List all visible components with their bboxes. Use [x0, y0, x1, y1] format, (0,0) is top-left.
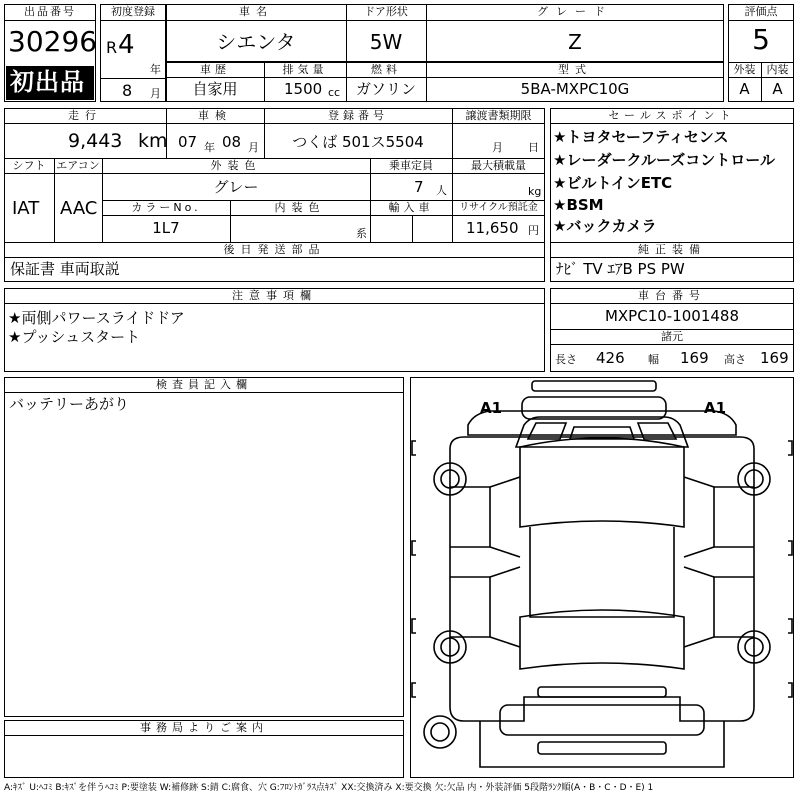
- sales-point-1: ★トヨタセーフティセンス: [553, 128, 729, 146]
- grade-label: グレード: [537, 5, 613, 18]
- exterior-color: グレー: [213, 178, 259, 196]
- chassis-number: MXPC10-1001488: [604, 307, 740, 325]
- transfer-label: 譲渡書類期限: [465, 109, 532, 122]
- fuel-label: 燃料: [371, 63, 401, 76]
- load-label: 最大積載量: [471, 159, 526, 172]
- fuel: ガソリン: [355, 80, 416, 98]
- equipment: ﾅﾋﾞ TV ｴｱB PS PW: [556, 260, 685, 278]
- shift: IAT: [12, 198, 40, 219]
- sales-point-3: ★ビルトインETC: [553, 174, 673, 192]
- load-unit: kg: [528, 185, 542, 198]
- car-name-label: 車名: [239, 5, 273, 18]
- inspector-block: [4, 377, 404, 717]
- transfer-day: 日: [528, 141, 539, 154]
- insp-month: 08: [222, 133, 242, 151]
- capacity: 7: [414, 178, 424, 196]
- transfer-month: 月: [492, 141, 503, 154]
- model-label: 型式: [558, 63, 592, 76]
- car-diagram: [410, 377, 794, 778]
- sales-label: セールスポイント: [608, 109, 736, 122]
- later-parts: 保証書 車両取説: [10, 260, 120, 278]
- damage-mark-front-right: A1: [704, 399, 727, 417]
- shift-label: シフト: [12, 159, 46, 172]
- reg-month: 8: [122, 81, 133, 100]
- int-grade: A: [772, 80, 783, 98]
- sales-point-4: ★BSM: [553, 196, 604, 214]
- door-label: ドア形状: [364, 5, 408, 18]
- displacement-label: 排気量: [282, 63, 328, 76]
- specs-label: 諸元: [661, 330, 683, 343]
- history-label: 車歴: [200, 63, 230, 76]
- plate-label: 登録番号: [328, 109, 388, 122]
- inspection-label: 車検: [198, 109, 232, 122]
- recycle-fee: 11,650: [466, 219, 519, 237]
- reg-year: 4: [118, 30, 135, 60]
- cc-unit: cc: [328, 86, 341, 99]
- reg-year-unit: 年: [150, 63, 161, 76]
- km-unit: km: [138, 130, 168, 152]
- equip-label: 純正装備: [638, 243, 706, 256]
- note-2: ★プッシュスタート: [8, 328, 141, 346]
- door-type: 5W: [369, 30, 403, 54]
- inspector-label: 検査員記入欄: [156, 378, 252, 391]
- sales-point-2: ★レーダークルーズコントロール: [553, 151, 775, 169]
- ac: AAC: [60, 198, 98, 219]
- mileage-label: 走行: [68, 109, 102, 122]
- color-label: 外装色: [210, 159, 262, 172]
- ext-label: 外装: [733, 63, 756, 76]
- later-parts-label: 後日発送部品: [223, 243, 326, 256]
- mileage: 9,443: [68, 130, 123, 152]
- sales-point-5: ★バックカメラ: [553, 217, 657, 235]
- displacement: 1500: [284, 80, 323, 98]
- insp-year: 07: [178, 133, 198, 151]
- color-no: 1L7: [152, 219, 180, 237]
- lot-label: 出品番号: [24, 5, 76, 18]
- recycle-label: リサイクル預託金: [459, 202, 538, 213]
- color-no-label: カラーNo.: [131, 201, 201, 214]
- inspector-note: バッテリーあがり: [9, 395, 130, 413]
- ext-grade: A: [739, 80, 750, 98]
- car-name: シエンタ: [216, 30, 296, 54]
- score-label: 評価点: [744, 5, 778, 18]
- history: 自家用: [192, 80, 238, 98]
- int-color-label: 内装色: [274, 201, 326, 214]
- office-label: 事務局よりご案内: [140, 721, 268, 734]
- lot-number: 30296: [8, 25, 98, 58]
- length-label: 長さ: [555, 353, 577, 366]
- plate-number: つくば 501ス5504: [292, 133, 424, 151]
- legend-footer: A:ｷｽﾞ U:ﾍｺﾐ B:ｷｽﾞを伴うﾍｺﾐ P:要塗装 W:補修跡 S:錆 C:腐食、穴 G:ﾌﾛﾝﾄｶﾞﾗｽ点ｷｽﾞ XX:交換済み X:要交換 欠:欠品 内・外装評価 5段階ﾗﾝｸ順(A・B・C・D・E) 1: [4, 783, 654, 793]
- insp-year-unit: 年: [204, 141, 215, 154]
- first-reg-label: 初度登録: [111, 5, 155, 18]
- model-code: 5BA-MXPC10G: [520, 80, 630, 98]
- chassis-label: 車台番号: [638, 289, 706, 302]
- yen-unit: 円: [528, 224, 539, 237]
- ac-label: エアコン: [56, 159, 100, 172]
- width-value: 169: [680, 349, 709, 367]
- notes-label: 注意事項欄: [232, 289, 317, 302]
- note-1: ★両側パワースライドドア: [8, 309, 185, 327]
- person-unit: 人: [436, 184, 447, 197]
- length-value: 426: [596, 349, 625, 367]
- int-label: 内装: [766, 63, 789, 76]
- reg-month-unit: 月: [150, 87, 161, 100]
- insp-month-unit: 月: [248, 141, 259, 154]
- era-letter: R: [106, 38, 118, 57]
- capacity-label: 乗車定員: [389, 159, 433, 172]
- int-color-unit: 系: [356, 227, 367, 240]
- height-value: 169: [760, 349, 789, 367]
- width-label: 幅: [648, 353, 659, 366]
- score: 5: [752, 23, 770, 56]
- damage-mark-front-left: A1: [480, 399, 503, 417]
- import-label: 輸入車: [388, 201, 434, 214]
- grade: Z: [568, 30, 582, 54]
- first-listing-text: 初出品: [10, 68, 85, 96]
- height-label: 高さ: [724, 353, 746, 366]
